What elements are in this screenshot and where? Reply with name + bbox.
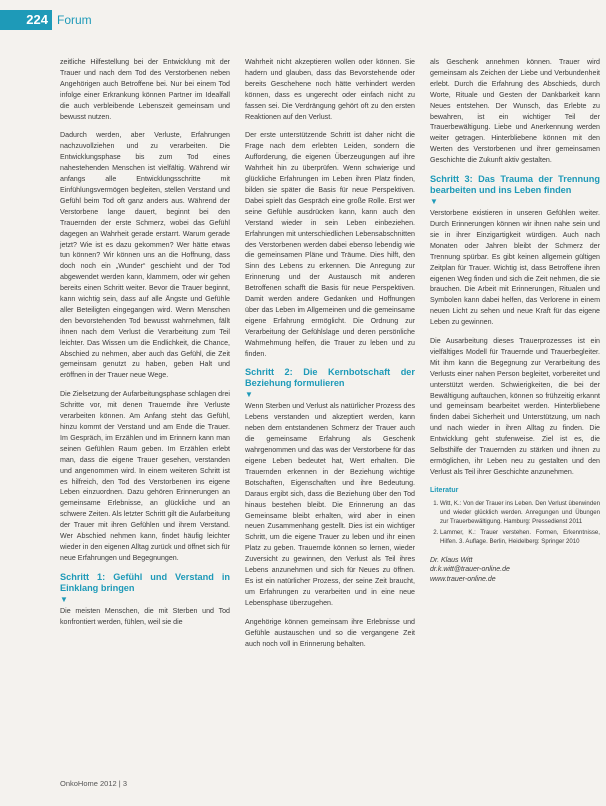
- author-name: Dr. Klaus Witt: [430, 556, 473, 564]
- paragraph: Wahrheit nicht akzeptieren wollen oder können. Sie hadern und glauben, dass das Bevorstehende oder bereits Geschehene noch hätte verhindert werden können, dass es ungerecht oder einfach nicht zu fassen sei. Die Verdrängung gehört oft zu den ersten Reaktionen auf den Verlust.: [245, 58, 415, 121]
- arrow-down-icon: ▼: [245, 390, 253, 400]
- column-1: [60, 57, 230, 636]
- paragraph: Dadurch werden, aber Verluste, Erfahrungen nachzuvollziehen und zu verarbeiten. Die Entwicklungsphase bis zum Tod eines nahestehenden Menschen ist vielfältig. Während wir anfangs alle Entwicklungsschritte mit Einfühlungsvermögen begleiten, stellen Verstand und Gefühl beim Tod oft ganz anders aus. Während der Verstorbene lange dauert, beginnt bei den Trauernden der erste Schmerz, wobei das Gefühl dagegen an Wahrheit gerade erstarrt. Warum gerade jetzt? Wie ist es dazu gekommen? Wer hätte etwas tun können? Wir können uns an die Hoffnung, dass doch noch ein „Wunder“ geschieht und der Tod abgewendet werden kann, klammern, oder wir gehen bereits einen Schritt weiter. Bevor die Trauer beginnt, kann wichtig sein, dass auf alle Ängste und Gefühle aller Beteiligten eingegangen wird. Wenn Menschen den bevorstehenden Tod bewusst wahrnehmen, fällt ihnen nach dem Verlust die Verarbeitung zum Teil leichter. Das Wissen um die Endlichkeit, die Chance, Abschied zu nehmen, aber auch das Gefühl, die Zeit gemeinsam genutzt zu haben, geben Halt und eröffnen in der Trauer neue Wege.: [60, 131, 230, 380]
- paragraph: Die Ausarbeitung dieses Trauerprozesses ist ein vielfältiges Modell für Trauernde und Trauerbegleiter. Mit ihm kann die Begegnung zur Verarbeitung des Verlusts einer nahen Person begleitet, vorbereitet und unterstützt werden. Schwierigkeiten, die bei der Bewältigung auftauchen, können so frühzeitig erkannt und gemeinsam bearbeitet werden. Hinterbliebene finden dabei Sicherheit und Unterstützung, um nach und nach wieder in ihren Alltag zu finden. Die Entwicklung geht stufenweise. Ziel ist es, die Selbsthilfe der Trauernden zu stärken und ihnen zu ermöglichen, ihr Leben neu zu gestalten und den Verlust als Teil ihrer Geschichte anzunehmen.: [430, 337, 600, 476]
- arrow-down-icon: ▼: [60, 594, 68, 604]
- paragraph: Verstorbene existieren in unseren Gefühlen weiter. Durch Erinnerungen können wir ihnen nahe sein und sie in ihrer Einzigartigkeit würdigen. Auch nach Monaten oder Jahren bleibt der Schmerz der Trennung spürbar. Es gibt keinen allgemein gültigen Zeitplan für Trauer. Wichtig ist, dass Betroffene ihren eigenen Weg finden und sich die Zeit nehmen, die sie brauchen. Die Arbeit mit Erinnerungen, Ritualen und Symbolen kann dabei helfen, das Verlorene in einem neuen Licht zu sehen und neue Kraft für das eigene Leben zu gewinnen.: [430, 209, 600, 327]
- paragraph: Der erste unterstützende Schritt ist daher nicht die Frage nach dem erlebten Leiden, sondern die Aufforderung, die eigenen Überzeugungen auf ihre Wahrheit hin zu überprüfen. Wenn schwierige und glückliche Erfahrungen im Leben ihren Platz finden, bilden sie später die Basis für neue Perspektiven. Dabei spielt das Gespräch eine große Rolle. Erst wer seine Gefühle ausdrücken kann, kann auch den Verstand wieder in sein Leben einbeziehen. Erfahrungen mit unterschiedlichen Lebensabschnitten des Verstorbenen werden dabei ebenso lebendig wie die gemeinsamen Pläne und Träume. Dies hilft, den Sinn des Lebens zu erkennen. Die Anregung zur Erinnerung und der Austausch mit anderen Betroffenen schafft die Basis für neue Perspektiven. Damit werden andere Gedanken und Hoffnungen über das Leben im Allgemeinen und die gemeinsame eigene Erfahrung ermöglicht. Die Ordnung zur Verarbeitung der Gefühlslage und deren persönliche Wahrnehmung helfen, die Trauer zu leben und zu finden.: [245, 131, 415, 358]
- section-label: Forum: [57, 13, 92, 27]
- literature-item: 2. Lammer, K.: Trauer verstehen. Formen, Erkenntnisse, Hilfen. 3. Auflage. Berlin, Heidelberg: Springer 2010: [440, 528, 600, 546]
- author-block: [430, 556, 600, 585]
- paragraph: als Geschenk annehmen können. Trauer wird gemeinsam als Zeichen der Liebe und Verbundenheit erlebt. Durch die Erfahrung des Abschieds, durch Worte, Rituale und Gesten der Dankbarkeit kann Neues entstehen. Der Wunsch, das Erlebte zu bewahren, ist ein wichtiger Teil der Trauerbewältigung. Liebe und Anerkennung werden weiter getragen. Hinterbliebene können mit den Werten des Verstorbenen und ihrer gemeinsamen Geschichte die Zukunft aktiv gestalten.: [430, 58, 600, 165]
- paragraph: Wenn Sterben und Verlust als natürlicher Prozess des Lebens verstanden und akzeptiert werden, kann neben dem entstandenen Schmerz der Trauer auch die gemeinsame Erfahrung als Geschenk wahrgenommen und das was der Verstorbene für das eigene Leben bedeutet hat, Wert erhalten. Die Trauernden erkennen in der Beziehung wichtige Botschaften, Eigenschaften und ihre Bedeutung. Daraus ergibt sich, dass die Beziehung über den Tod hinaus bestehen bleibt. Die Erinnerung an das Gemeinsame bleibt erhalten, wird aber in einen neuen Zusammenhang gestellt. Dies ist ein wichtiger Schritt, um die eigene Trauer zu leben und ihr einen Platz zu geben. Trauernde können so lernen, wieder Zuversicht zu gewinnen, den Verlust als Teil ihres Lebens anzunehmen und sich für Neues zu öffnen. Es ist ein natürlicher Prozess, der seine Zeit braucht, um Erfahrungen zu verarbeiten und in eine neue Lebensphase überzugehen.: [245, 402, 415, 607]
- section-heading-step-1: Schritt 1: Gefühl und Verstand in Einklang bringen: [60, 571, 230, 593]
- column-2: [245, 57, 415, 657]
- column-3: [430, 57, 600, 584]
- arrow-down-icon: ▼: [430, 197, 438, 207]
- author-email[interactable]: dr.k.witt@trauer-online.de: [430, 566, 510, 574]
- literature-list: [430, 499, 600, 546]
- paragraph: zeitliche Hilfestellung bei der Entwicklung mit der Trauer und nach dem Tod des Verstorbenen neben Angehörigen auch Betroffene bei. Nur bei einem Tod infolge einer Erkrankung können Partner im Idealfall die auch verbleibende Lebenszeit gemeinsam und bewusst nutzen.: [60, 58, 230, 121]
- page-footer: OnkoHome 2012 | 3: [60, 779, 127, 788]
- paragraph: Die meisten Menschen, die mit Sterben und Tod konfrontiert werden, fühlen, weil sie die: [60, 606, 230, 626]
- section-heading-step-3: Schritt 3: Das Trauma der Trennung bearbeiten und ins Leben finden: [430, 174, 600, 196]
- page-number: 224: [0, 10, 52, 30]
- page-header: [0, 0, 606, 30]
- paragraph: Angehörige können gemeinsam ihre Erlebnisse und Gefühle austauschen und so die vergangene Zeit auch noch voll in Erinnerung behalten.: [245, 617, 415, 648]
- author-website[interactable]: www.trauer-online.de: [430, 575, 496, 583]
- literature-item: 1. Witt, K.: Von der Trauer ins Leben. Den Verlust überwinden und wieder glücklich werden. Anregungen und Übungen zur Trauerbewältigung. Hamburg: Pressedienst 2011: [440, 499, 600, 526]
- section-heading-step-2: Schritt 2: Die Kernbotschaft der Beziehung formulieren: [245, 367, 415, 389]
- literature-title: Literatur: [430, 486, 459, 494]
- paragraph: Die Zielsetzung der Aufarbeitungsphase schlagen drei Schritte vor, mit denen Trauernde ihre Verluste verarbeiten können. Am Anfang steht das Gefühl, hinzu kommt der Verstand und am Ende die Trauer. Im Gespräch, im Erzählen und im Erinnern kann man seinen Gefühlen Raum geben. Im Erzählen erlebt man, dass die eigene Trauer gesehen, verstanden und angenommen wird. In einem weiteren Schritt ist es hilfreich, den Tod des Verstorbenen ins eigene Leben einzuordnen. Dazu gehören Erinnerungen an gemeinsame Erlebnisse, an glückliche und an schwere Zeiten. Als letzter Schritt gilt die Aufarbeitung der Trauer mit ihren Gefühlen und ihrem Verstand. Wer Abschied nehmen kann, findet häufig leichter wieder in den eigenen Alltag zurück und öffnet sich für neue Erfahrungen und Begegnungen.: [60, 390, 230, 562]
